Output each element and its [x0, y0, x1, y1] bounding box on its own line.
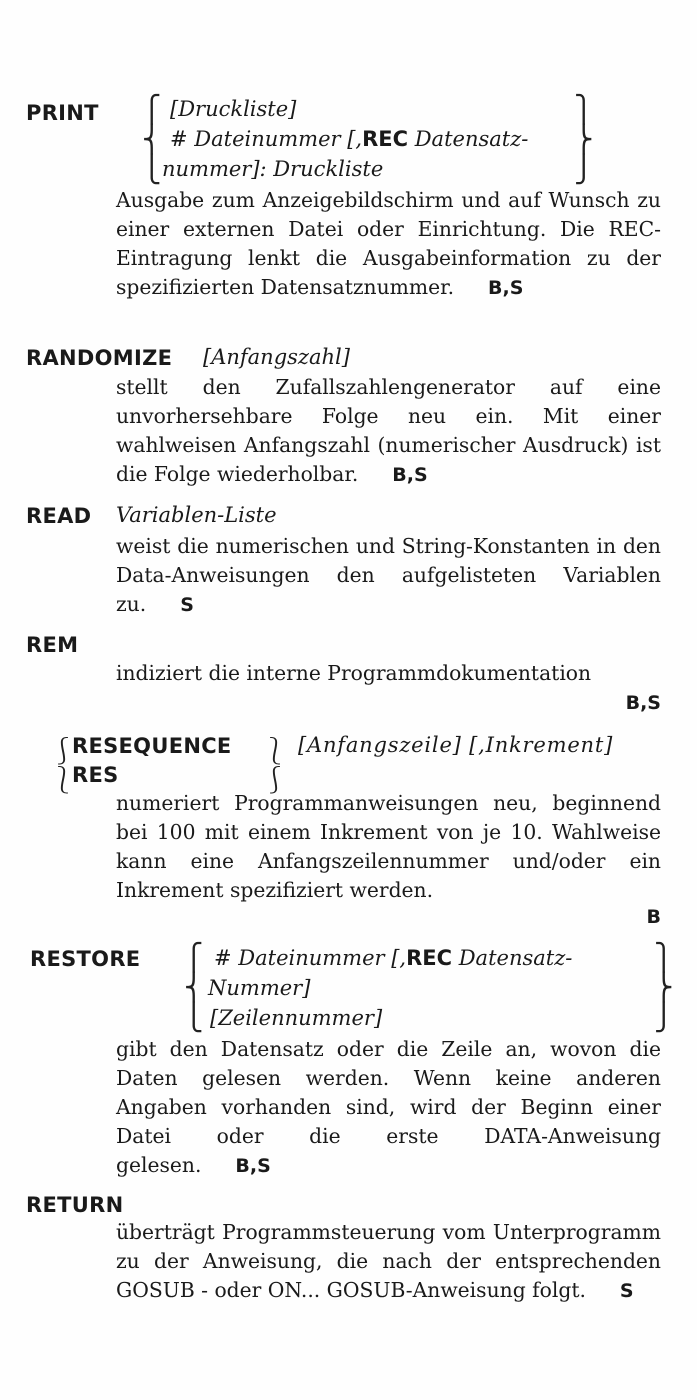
- res-keyword: RES: [72, 763, 119, 787]
- print-modes: B,S: [488, 277, 524, 299]
- read-description: weist die numerischen und String-Konstanten in den Data-Anweisungen den aufgelisteten Variablen zu. S: [116, 534, 661, 616]
- right-brace: ⎰: [262, 766, 289, 796]
- right-brace: ⎫: [654, 943, 674, 973]
- left-brace: ⎩: [184, 1003, 204, 1033]
- left-brace: ⎧: [184, 943, 204, 973]
- left-brace: ⎨: [184, 973, 204, 1003]
- read-modes: S: [180, 594, 194, 616]
- randomize-keyword: RANDOMIZE: [26, 346, 173, 370]
- return-description: überträgt Programmsteuerung vom Unterprogramm zu der Anweisung, die nach der entsprechenden GOSUB - oder ON... GOSUB-Anweisung folgt. S: [116, 1220, 661, 1302]
- rem-description: indiziert die interne Programmdokumentation: [116, 661, 592, 685]
- restore-syntax-line2: Nummer]: [208, 976, 311, 1000]
- rem-modes: B,S: [625, 692, 661, 714]
- resequence-description: numeriert Programmanweisungen neu, beginnend bei 100 mit einem Inkrement von je 10. Wahlweise kann eine Anfangszeilennummer und/oder ein Inkrement spezifiziert werden.: [116, 791, 661, 902]
- left-brace: ⎱: [50, 766, 77, 796]
- right-brace: ⎬: [654, 973, 674, 1003]
- randomize-modes: B,S: [392, 464, 428, 486]
- resequence-syntax: [Anfangszeile] [,Inkrement]: [298, 733, 614, 757]
- right-brace: ⎫: [574, 95, 594, 125]
- left-brace: ⎰: [50, 737, 77, 767]
- randomize-description: stellt den Zufallszahlengenerator auf eine unvorhersehbare Folge neu ein. Mit einer wahlweisen Anfangszahl (numerischer Ausdruck) ist die Folge wiederholbar. B,S: [116, 375, 661, 486]
- print-syntax-line3: nummer]: Druckliste: [162, 157, 384, 181]
- randomize-syntax: [Anfangszahl]: [203, 345, 350, 369]
- resequence-keyword: RESEQUENCE: [72, 734, 232, 758]
- print-description: Ausgabe zum Anzeigebildschirm und auf Wunsch zu einer externen Datei oder Einrichtung. Die REC-Eintragung lenkt die Ausgabeinformation zu der spezifizierten Datensatznummer. B,S: [116, 188, 661, 299]
- restore-syntax-line3: [Zeilennummer]: [210, 1006, 383, 1030]
- right-brace: ⎭: [654, 1003, 674, 1033]
- right-brace: ⎱: [262, 737, 289, 767]
- right-brace: ⎭: [574, 155, 594, 185]
- left-brace: ⎩: [142, 155, 162, 185]
- restore-syntax-line1: # Dateinummer [,REC Datensatz-: [214, 946, 573, 970]
- restore-description: gibt den Datensatz oder die Zeile an, wovon die Daten gelesen werden. Wenn keine anderen Angaben vorhanden sind, wird der Beginn einer Datei oder die erste DATA-Anweisung gelesen. B,S: [116, 1037, 661, 1177]
- left-brace: ⎨: [142, 125, 162, 155]
- return-modes: S: [619, 1280, 634, 1302]
- return-keyword: RETURN: [26, 1193, 124, 1217]
- print-syntax-line2: # Dateinummer [,REC Datensatz-: [170, 127, 529, 151]
- restore-keyword: RESTORE: [30, 947, 141, 971]
- restore-modes: B,S: [235, 1155, 271, 1177]
- read-syntax: Variablen-Liste: [116, 503, 277, 527]
- print-keyword: PRINT: [26, 101, 99, 125]
- read-keyword: READ: [26, 504, 92, 528]
- print-syntax-line1: [Druckliste]: [170, 97, 297, 121]
- left-brace: ⎧: [142, 95, 162, 125]
- resequence-modes: B: [646, 906, 661, 928]
- rem-keyword: REM: [26, 633, 79, 657]
- right-brace: ⎬: [574, 125, 594, 155]
